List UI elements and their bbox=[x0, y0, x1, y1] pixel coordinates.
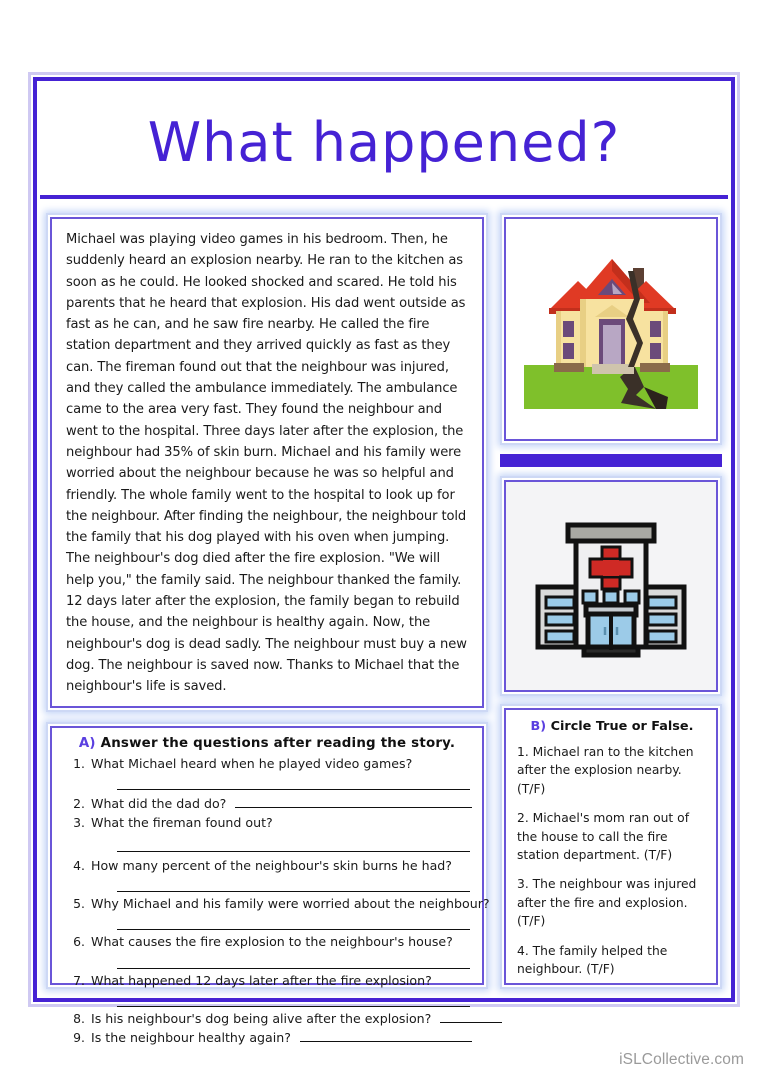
hospital-building-icon bbox=[522, 501, 700, 671]
panel-divider bbox=[500, 454, 722, 467]
worksheet-frame-inner bbox=[33, 77, 735, 1046]
section-a-marker: A) bbox=[78, 735, 96, 751]
footer-watermark: iSLCollective.com bbox=[619, 1051, 744, 1068]
question-number: 8. bbox=[73, 1011, 85, 1027]
section-a-heading bbox=[62, 736, 472, 751]
section-a-inner bbox=[50, 726, 490, 1046]
answer-line[interactable] bbox=[117, 917, 470, 930]
question-row bbox=[62, 1030, 472, 1045]
left-column bbox=[46, 213, 490, 1046]
answer-line-inline[interactable] bbox=[440, 1012, 502, 1023]
question-text: What the fireman found out? bbox=[91, 815, 273, 831]
true-false-item[interactable]: 4. The family helped the neighbour. (T/F) bbox=[517, 943, 668, 977]
true-false-item[interactable]: 3. The neighbour was injured after the fire and explosion. (T/F) bbox=[517, 877, 697, 929]
question-row bbox=[62, 973, 472, 988]
section-b-marker: B) bbox=[530, 719, 547, 734]
section-a-heading-text: Answer the questions after reading the story. bbox=[100, 735, 456, 751]
question-row bbox=[62, 796, 472, 811]
hospital-image-panel bbox=[500, 476, 722, 696]
question-text: Is his neighbour's dog being alive after the explosion? bbox=[91, 1011, 432, 1027]
question-number: 4. bbox=[73, 857, 85, 873]
section-b-heading-text: Circle True or False. bbox=[550, 719, 694, 734]
section-b-inner bbox=[504, 708, 718, 985]
question-number: 3. bbox=[73, 815, 85, 831]
question-row bbox=[62, 815, 472, 830]
answer-line[interactable] bbox=[117, 839, 470, 852]
question-text: What did the dad do? bbox=[91, 795, 227, 811]
section-a-panel bbox=[46, 722, 490, 1046]
worksheet-frame bbox=[28, 72, 740, 1046]
question-text: What happened 12 days later after the fire explosion? bbox=[91, 972, 432, 988]
question-number: 9. bbox=[73, 1030, 85, 1046]
section-b-heading bbox=[517, 719, 707, 734]
question-number: 7. bbox=[73, 972, 85, 988]
house-image-panel bbox=[500, 213, 722, 445]
right-column bbox=[500, 213, 722, 989]
question-text: Why Michael and his family were worried about the neighbour? bbox=[91, 895, 490, 911]
question-row bbox=[62, 1011, 472, 1026]
cracked-house-icon bbox=[516, 237, 706, 422]
question-row bbox=[62, 934, 472, 949]
answer-line[interactable] bbox=[117, 956, 470, 969]
question-row bbox=[62, 756, 472, 771]
question-text: What Michael heard when he played video games? bbox=[91, 755, 413, 771]
worksheet-body bbox=[46, 205, 722, 1046]
house-image-inner bbox=[504, 217, 718, 441]
page-title: What happened? bbox=[147, 110, 621, 174]
hospital-image-inner bbox=[504, 480, 718, 692]
question-text: What causes the fire explosion to the neighbour's house? bbox=[91, 934, 453, 950]
story-text: Michael was playing video games in his bedroom. Then, he suddenly heard an explosion nearby. He ran to the kitchen as soon as he could. He looked shocked and scared. He told his parents that he heard that explosion. His dad went outside as fast as he can, and he saw fire nearby. He called the fire station department and they arrived quickly as fast as they can. The fireman found out that the neighbour was injured, and they called the ambulance immediately. The ambulance came to the area very fast. They found the neighbour and went to the hospital. Three days later after the explosion, the neighbour had 35% of skin burn. Michael and his family were worried about the neighbour because he was so helpful and friendly. The whole family went to the hospital to look up for the neighbour. After finding the neighbour, the neighbour told the family that his dog played with his oven when jumping. The neighbour's dog died after the fire explosion. "We will help you," the family said. The neighbour thanked the family. 12 days later after the explosion, the family began to rebuild the house, and the neighbour is healthy again. Now, the neighbour's dog is dead sadly. The neighbour must buy a new dog. The neighbour is saved now. Thanks to Michael that the neighbour's life is saved. bbox=[66, 232, 467, 695]
question-number: 2. bbox=[73, 795, 85, 811]
question-number: 5. bbox=[73, 895, 85, 911]
question-text: How many percent of the neighbour's skin burns he had? bbox=[91, 857, 452, 873]
question-row bbox=[62, 895, 490, 911]
section-a-question-list bbox=[62, 755, 490, 1046]
answer-line[interactable] bbox=[117, 777, 470, 790]
true-false-item[interactable]: 2. Michael's mom ran out of the house to call the fire station department. (T/F) bbox=[517, 811, 690, 863]
answer-line-inline[interactable] bbox=[300, 1032, 472, 1043]
story-panel bbox=[46, 213, 488, 712]
question-row bbox=[62, 858, 472, 873]
answer-line[interactable] bbox=[117, 994, 470, 1007]
question-number: 1. bbox=[73, 755, 85, 771]
question-number: 6. bbox=[73, 934, 85, 950]
answer-line-inline[interactable] bbox=[235, 797, 472, 808]
question-text: Is the neighbour healthy again? bbox=[91, 1030, 291, 1046]
story-panel-inner bbox=[50, 217, 484, 708]
title-banner bbox=[46, 90, 722, 195]
answer-line[interactable] bbox=[117, 879, 470, 892]
section-b-panel bbox=[500, 704, 722, 989]
true-false-item[interactable]: 1. Michael ran to the kitchen after the explosion nearby. (T/F) bbox=[517, 745, 694, 796]
